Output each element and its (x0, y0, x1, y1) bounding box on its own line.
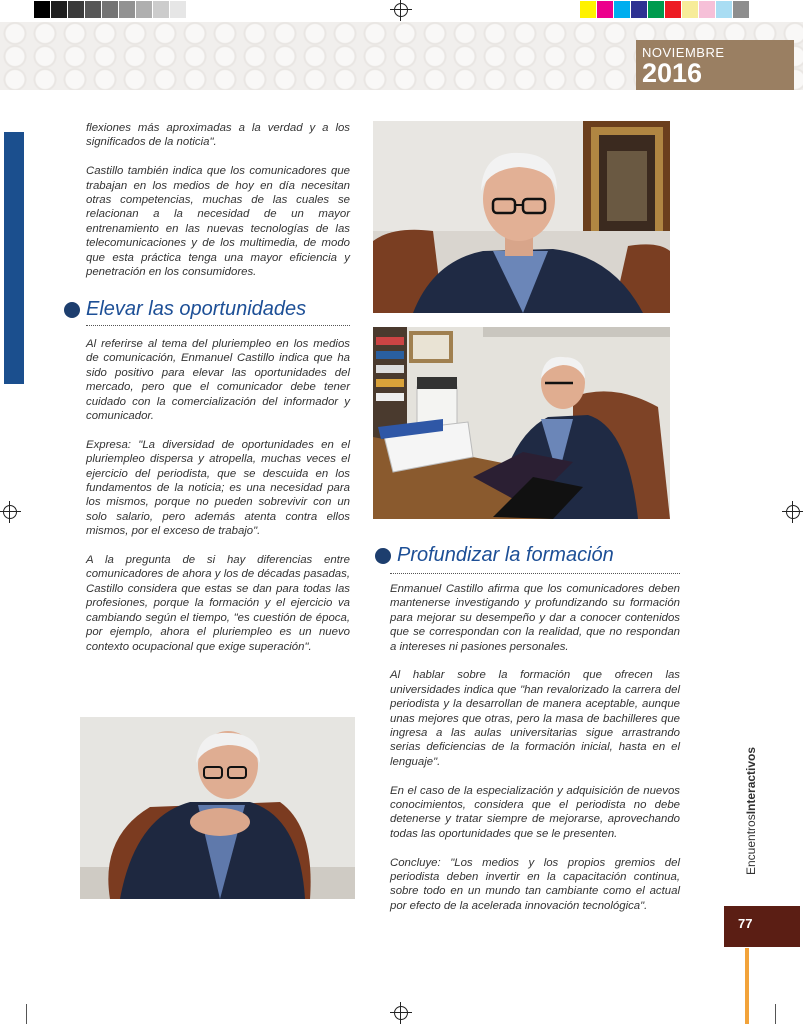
page-number: 77 (724, 906, 800, 947)
photo-portrait-hands (80, 717, 355, 899)
color-swatch (170, 1, 187, 18)
heading-title: Elevar las oportunidades (86, 298, 307, 320)
paragraph: Concluye: "Los medios y los propios gremios del periodista deben invertir en la capacitación continua, sobre todo en un mundo tan cambiante como el actual por efecto de la acelerada innovación tecnológica". (390, 856, 680, 912)
process-color-bar (580, 1, 750, 18)
paragraph: Al hablar sobre la formación que ofrecen las universidades indica que "han revalorizado la carrera del periodista y la desarrollan de manera aceptable, aunque unas mejores que otras, pero la masa de bachilleres que ingresa a las aulas universitarias sigue arrastrando serias deficiencias de la formación inicial, hasta en el lenguaje". (390, 669, 680, 768)
left-column-top (86, 121, 350, 294)
paragraph: Castillo también indica que los comunicadores que trabajan en los medios de hoy en día necesitan otras competencias, muchas de las cuales se relacionan a la necesidad de un mayor entrenamiento en las nuevas tecnologías de las telecomunicaciones y de los multimedia, de modo que esta práctica tenga una mayor eficiencia y penetración en los consumidores. (86, 165, 350, 279)
color-swatch (699, 1, 716, 18)
issue-month: NOVIEMBRE (642, 45, 725, 60)
heading-bullet-icon (375, 548, 391, 564)
color-swatch (153, 1, 170, 18)
section-heading-profundizar (375, 544, 614, 567)
color-swatch (85, 1, 102, 18)
color-swatch (614, 1, 631, 18)
crop-mark (775, 1004, 776, 1024)
color-swatch (648, 1, 665, 18)
heading-divider (390, 573, 680, 574)
color-swatch (119, 1, 136, 18)
registration-mark-bottom (394, 1006, 408, 1020)
color-swatch (51, 1, 68, 18)
color-swatch (733, 1, 750, 18)
heading-divider (86, 325, 350, 326)
paragraph: En el caso de la especialización y adquisición de nuevos conocimientos, considera que el periodista no debe detenerse y tratar siempre de mejorarse, aprovechando todas las oportunidades que se le presenten. (390, 784, 680, 840)
paragraph: A la pregunta de si hay diferencias entre comunicadores de ahora y los de décadas pasadas, Castillo considera que estas se dan para todas las profesiones, porque la formación y el ejercicio va cambiando según el tiempo, "es cuestión de época, por ejemplo, ahora el pluriempleo es un nuevo contexto ocupacional que exige superación". (86, 554, 350, 653)
color-swatch (631, 1, 648, 18)
color-swatch (34, 1, 51, 18)
paragraph: Al referirse al tema del pluriempleo en los medios de comunicación, Enmanuel Castillo indica que ha sido positivo para elevar las oportunidades del mercado, pero que el comunicador debe tener cuidado con la comercialización del informador y comunicador. (86, 338, 350, 423)
photo-office-reading (373, 327, 670, 519)
color-swatch (665, 1, 682, 18)
color-swatch (682, 1, 699, 18)
section-heading-elevar (64, 298, 306, 321)
color-swatch (187, 1, 204, 18)
registration-mark-top (394, 3, 408, 17)
color-swatch (580, 1, 597, 18)
side-label-part2: Interactivos (744, 746, 758, 815)
color-swatch (136, 1, 153, 18)
heading-bullet-icon (64, 302, 80, 318)
right-column (390, 582, 680, 928)
left-column-bottom (86, 337, 350, 668)
grayscale-color-bar (34, 1, 204, 18)
photo-portrait-top (373, 121, 670, 313)
color-swatch (68, 1, 85, 18)
color-swatch (716, 1, 733, 18)
page-accent-line (745, 948, 749, 1024)
registration-mark-left (3, 505, 17, 519)
magazine-side-label (744, 747, 758, 875)
issue-year: 2016 (642, 58, 703, 88)
heading-title: Profundizar la formación (397, 544, 614, 566)
paragraph: Expresa: "La diversidad de oportunidades en el pluriempleo dispersa y atropella, muchas veces el ejercicio del periodista, que se descuida en los fundamentos de la noticia; es una necesidad para los mismos, porque no pueden sobrevivir con un solo salario, pero además atenta contra ellos mismos, por el exceso de trabajo". (86, 438, 350, 538)
paragraph: Enmanuel Castillo afirma que los comunicadores deben mantenerse investigando y profundizando su formación para mejorar su desempeño y dar a conocer contenidos que se correspondan con la realidad, que no respondan a intereses ni pasiones personales. (390, 583, 680, 653)
color-swatch (102, 1, 119, 18)
left-accent-bar (4, 132, 24, 384)
paragraph: flexiones más aproximadas a la verdad y a los significados de la noticia". (86, 122, 350, 149)
side-label-part1: Encuentros (744, 814, 758, 875)
color-swatch (597, 1, 614, 18)
issue-date-box (636, 40, 794, 90)
registration-mark-right (786, 505, 800, 519)
crop-mark (26, 1004, 27, 1024)
